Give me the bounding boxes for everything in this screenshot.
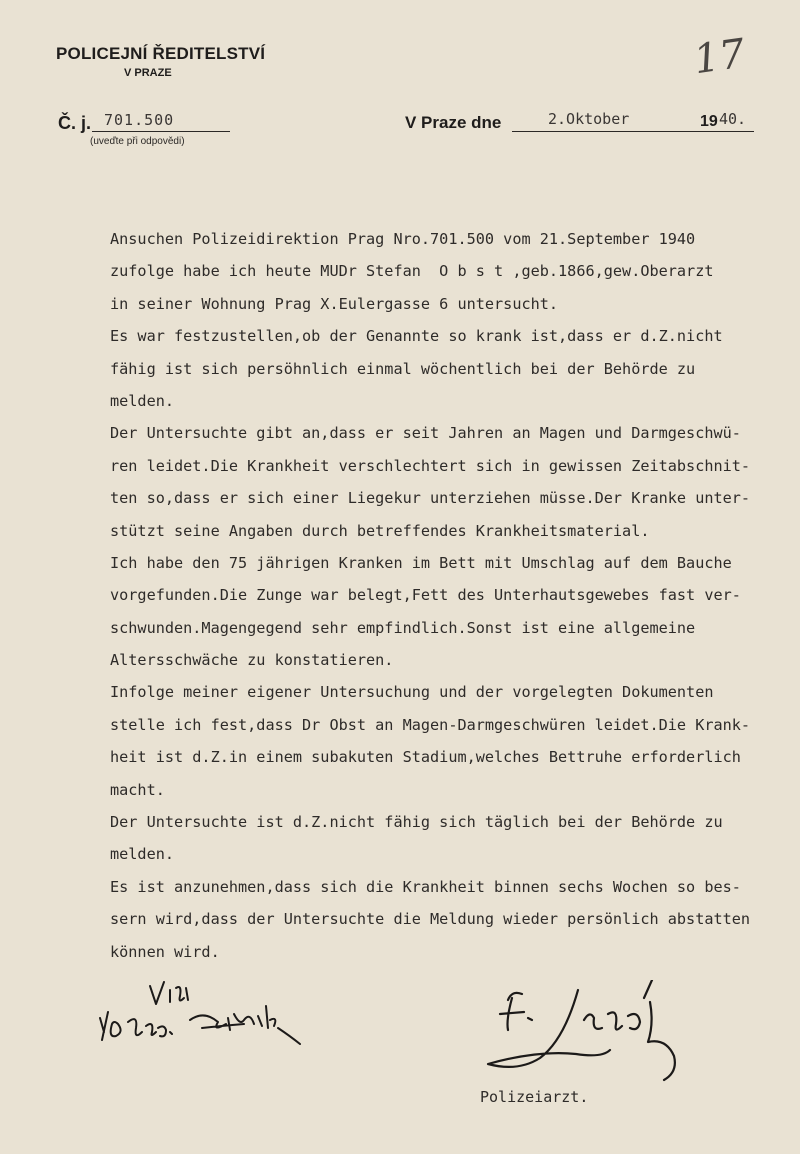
police-physician-signature (478, 980, 718, 1090)
issuing-city: V PRAZE (124, 67, 172, 79)
date-year-prefix: 19 (700, 113, 718, 130)
report-body (110, 223, 798, 968)
body-line: ten so,dass er sich einer Liegekur unterziehen müsse.Der Kranke unter- (110, 489, 751, 508)
body-line: Ansuchen Polizeidirektion Prag Nro.701.500 vom 21.September 1940 (110, 230, 696, 248)
body-line: schwunden.Magengegend sehr empfindlich.Sonst ist eine allgemeine (110, 618, 696, 637)
handwritten-vidi-signature (94, 966, 314, 1076)
body-line: Der Untersuchte gibt an,dass er seit Jahren an Magen und Darmgeschwü- (110, 424, 741, 443)
date-label: V Praze dne (405, 113, 502, 132)
reference-number: 701.500 (104, 111, 175, 129)
body-line: ren leidet.Die Krankheit verschlechtert sich in gewissen Zeitabschnit- (110, 456, 751, 475)
body-line: zufolge habe ich heute MUDr Stefan O b s t ,geb.1866,gew.Oberarzt (110, 262, 714, 281)
body-line: heit ist d.Z.in einem subakuten Stadium,welches Bettruhe erforderlich (110, 748, 741, 767)
body-line: melden. (110, 845, 175, 864)
body-line: Ich habe den 75 jährigen Kranken im Bett mit Umschlag auf dem Bauche (110, 553, 732, 572)
body-line: melden. (110, 391, 175, 410)
date-underline (512, 131, 754, 132)
folio-number: 17 (691, 30, 748, 84)
date-year-suffix: 40. (719, 110, 747, 128)
reference-note: (uveďte při odpovědi) (90, 136, 185, 147)
body-line: fähig ist sich persöhnlich einmal wöchentlich bei der Behörde zu (110, 359, 696, 378)
reference-label: Č. j. (58, 113, 92, 133)
body-line: stelle ich fest,dass Dr Obst an Magen-Darmgeschwüren leidet.Die Krank- (110, 715, 751, 734)
body-line: Es ist anzunehmen,dass sich die Krankheit binnen sechs Wochen so bes- (110, 877, 741, 896)
body-line: Altersschwäche zu konstatieren. (110, 651, 394, 670)
issuing-office: POLICEJNÍ ŘEDITELSTVÍ (56, 44, 266, 63)
reference-underline (92, 131, 230, 132)
body-line: vorgefunden.Die Zunge war belegt,Fett des Unterhautsgewebes fast ver- (110, 586, 741, 605)
body-line: Es war festzustellen,ob der Genannte so krank ist,dass er d.Z.nicht (110, 327, 723, 346)
body-line: in seiner Wohnung Prag X.Eulergasse 6 untersucht. (110, 294, 559, 313)
signature-title: Polizeiarzt. (480, 1088, 589, 1106)
date-day: 2.Oktober (548, 110, 630, 128)
body-line: stützt seine Angaben durch betreffendes Krankheitsmaterial. (110, 521, 650, 540)
body-line: macht. (110, 780, 165, 799)
body-line: Der Untersuchte ist d.Z.nicht fähig sich täglich bei der Behörde zu (110, 813, 723, 832)
body-line: können wird. (110, 942, 220, 961)
body-line: sern wird,dass der Untersuchte die Meldung wieder persönlich abstatten (110, 910, 751, 929)
body-line: Infolge meiner eigener Untersuchung und der vorgelegten Dokumenten (110, 683, 714, 702)
